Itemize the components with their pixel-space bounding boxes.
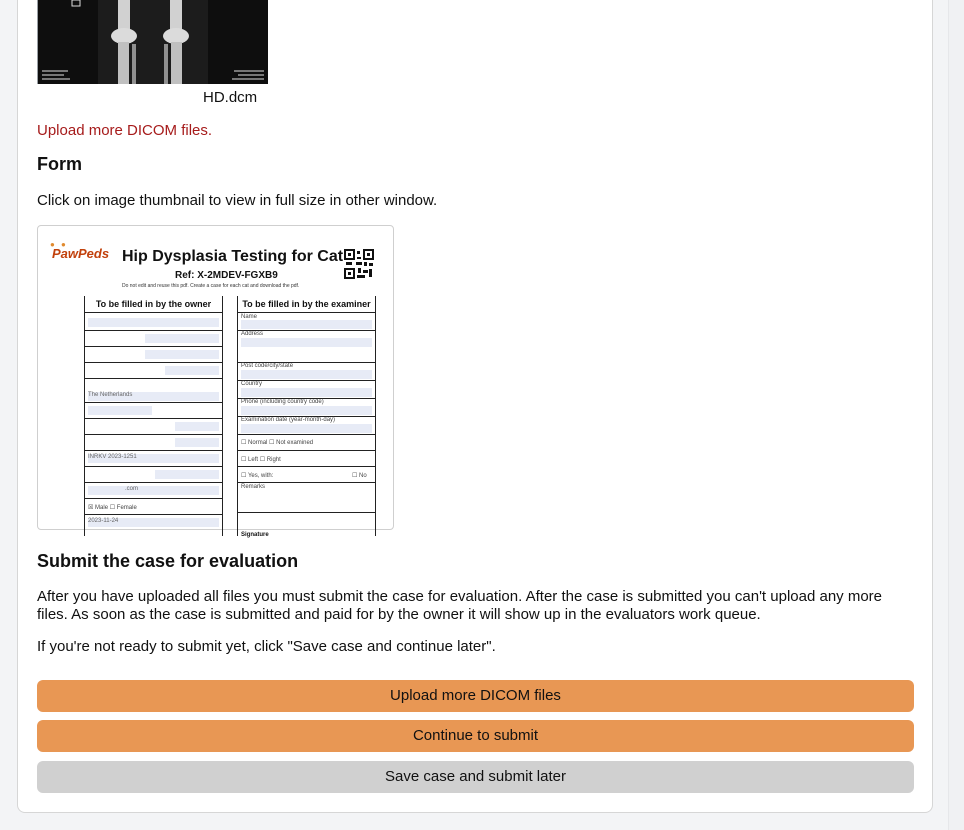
paw-icon: ● ● <box>50 240 68 249</box>
owner-column-header: To be filled in by the owner <box>85 299 222 313</box>
form-hint-text: Click on image thumbnail to view in full size in other window. <box>37 192 438 209</box>
save-later-hint: If you're not ready to submit yet, click "Save case and continue later". <box>37 638 496 655</box>
qr-code-icon <box>344 249 374 279</box>
xray-image <box>38 0 268 84</box>
examiner-column: To be filled in by the examiner Name Address Post code/city/state Country Phone (including country code) Examination date (year-month-day) ☐ Normal ☐ Not examined ☐ Left ☐ Right ☐ Yes, with: ☐ No Remarks Signature <box>237 296 376 536</box>
page-scroll-gutter <box>948 0 964 830</box>
pdf-title: Hip Dysplasia Testing for Cat <box>122 248 344 265</box>
upload-more-dicom-button[interactable]: Upload more DICOM files <box>37 680 914 712</box>
owner-column: To be filled in by the owner The Netherlands INRKV 2023-1251 .com ☒ Male ☐ Female 2023-11-24 <box>84 296 223 536</box>
form-pdf-thumbnail[interactable] <box>37 225 394 538</box>
pawpeds-logo: PawPeds <box>52 246 110 261</box>
submit-heading: Submit the case for evaluation <box>37 551 299 571</box>
continue-to-submit-button[interactable]: Continue to submit <box>37 720 914 752</box>
dicom-thumbnail[interactable] <box>37 0 267 84</box>
pdf-note: Do not edit and reuse this pdf. Create a case for each cat and download the pdf. <box>122 283 300 289</box>
signature-label: Signature <box>241 532 269 538</box>
upload-more-dicom-link[interactable]: Upload more DICOM files. <box>37 122 213 139</box>
registration-value: INRKV 2023-1251 <box>88 454 137 460</box>
email-value: .com <box>125 486 139 492</box>
examiner-column-header: To be filled in by the examiner <box>238 299 375 313</box>
submit-instructions: After you have uploaded all files you must submit the case for evaluation. After the case is submitted you can't upload any more files. As soon as the case is submitted and paid for by the owner it will show up in the evaluators work queue. <box>37 588 883 623</box>
form-heading: Form <box>37 154 82 174</box>
dicom-file-name: HD.dcm <box>203 89 258 106</box>
save-case-submit-later-button[interactable]: Save case and submit later <box>37 761 914 793</box>
country-value: The Netherlands <box>88 392 133 398</box>
dob-value: 2023-11-24 <box>88 518 119 524</box>
pdf-ref: Ref: X-2MDEV-FGXB9 <box>175 270 278 281</box>
